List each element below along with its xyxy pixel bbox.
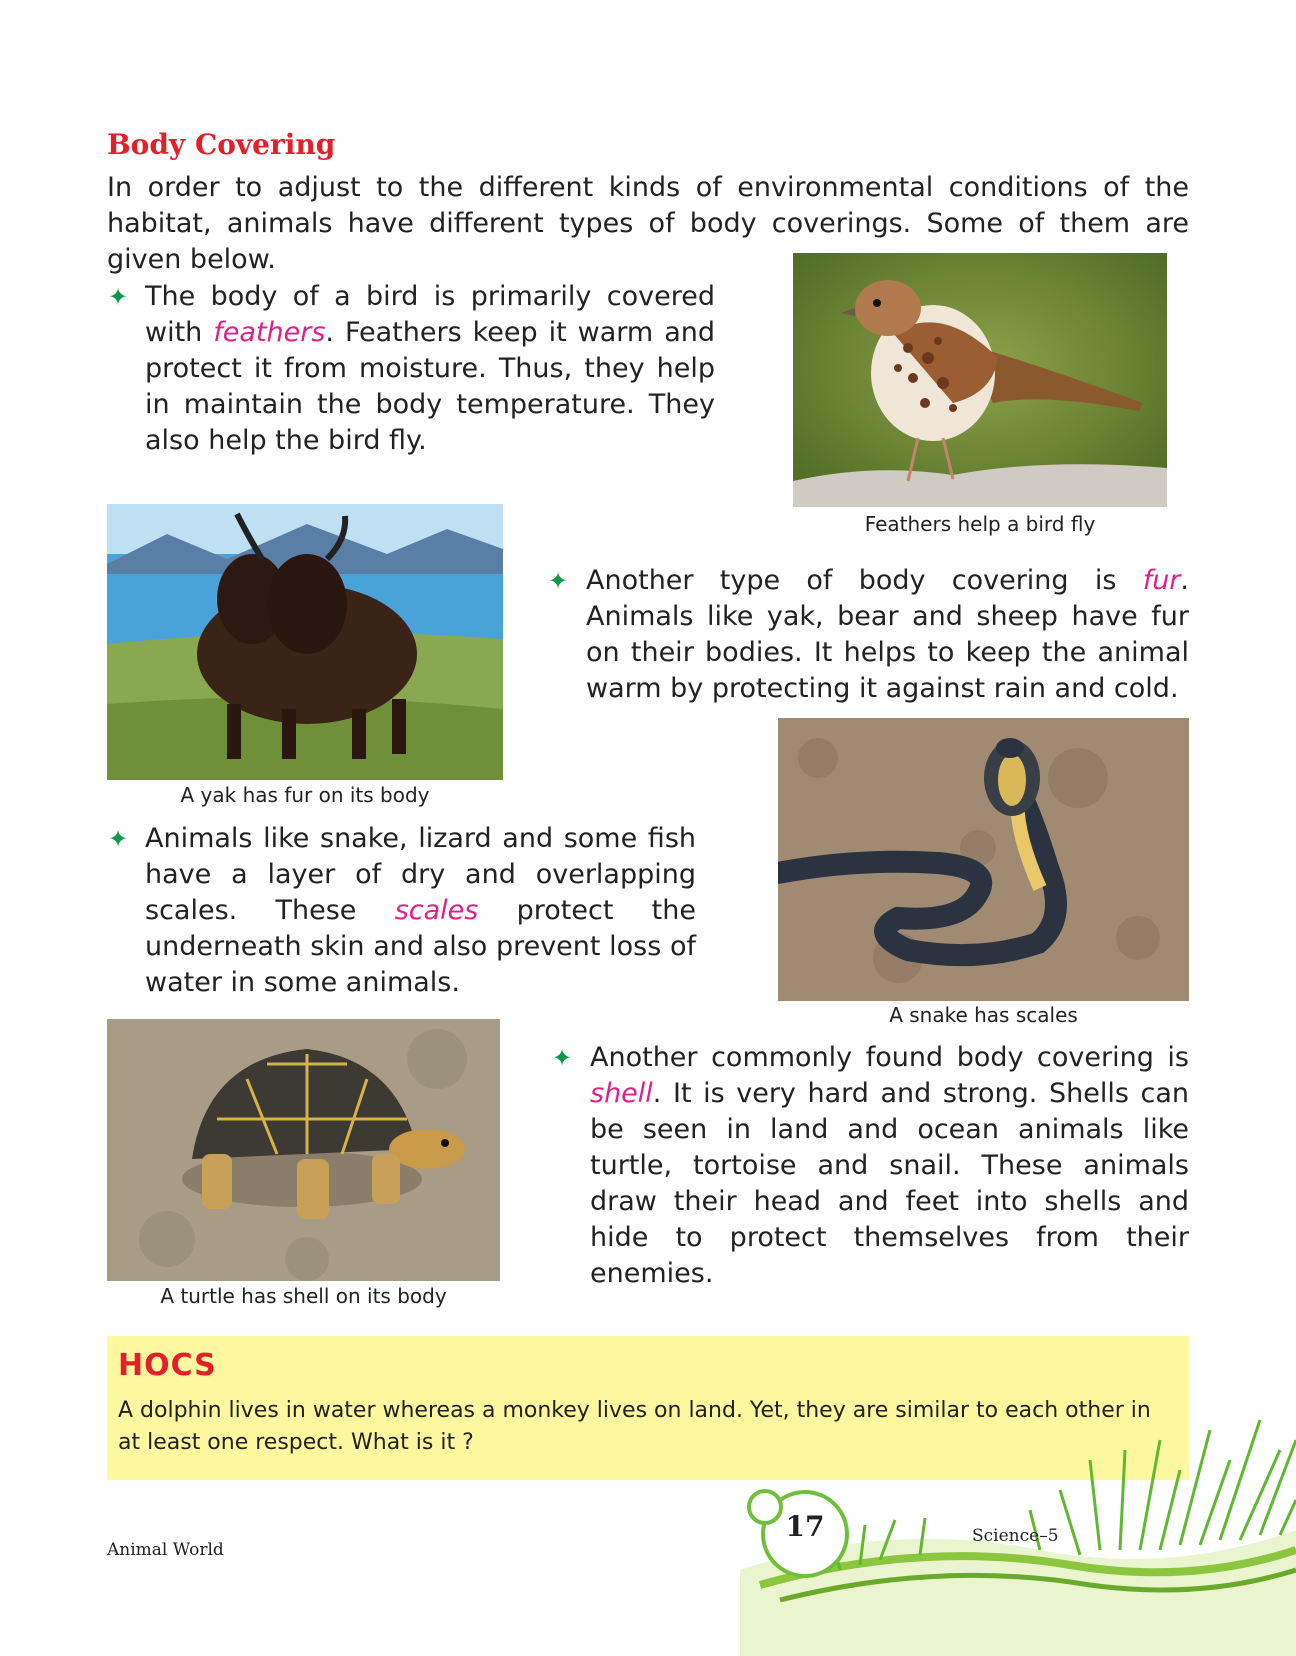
scales-text-pre: Animals like snake, lizard and some fish have a layer of dry and overlapping scales. These: [145, 823, 696, 926]
hots-title: HOCS: [118, 1348, 217, 1383]
scales-paragraph: [145, 821, 696, 1001]
footer-chapter: Animal World: [107, 1540, 224, 1560]
feathers-paragraph: [145, 279, 715, 459]
feathers-text-post: . Feathers keep it warm and protect it from moisture. Thus, they help in maintain the body temperature. They also help the bird fly.: [145, 317, 715, 456]
snake-photo: [778, 718, 1189, 1001]
bullet-icon: ✦: [108, 283, 129, 311]
scales-text-post: protect the underneath skin and also prevent loss of water in some animals.: [145, 895, 696, 998]
bullet-icon: ✦: [108, 825, 129, 853]
fur-keyword: fur: [1142, 565, 1181, 596]
shell-keyword: shell: [590, 1078, 653, 1109]
snake-caption: A snake has scales: [889, 1003, 1078, 1027]
bird-caption: Feathers help a bird fly: [864, 512, 1096, 536]
turtle-photo: [107, 1019, 500, 1281]
footer-book: Science–5: [972, 1526, 1059, 1546]
section-heading: Body Covering: [107, 128, 336, 161]
yak-photo: [107, 504, 503, 780]
feathers-keyword: feathers: [213, 317, 326, 348]
shell-paragraph: [590, 1040, 1189, 1292]
turtle-caption: A turtle has shell on its body: [160, 1284, 447, 1308]
yak-caption: A yak has fur on its body: [180, 783, 430, 807]
shell-text-pre: Another commonly found body covering is: [590, 1042, 1189, 1073]
bullet-icon: ✦: [548, 567, 569, 595]
shell-text-post: . It is very hard and strong. Shells can be seen in land and ocean animals like turtle, tortoise and snail. These animals draw their head and feet into shells and hide to protect themselves from their enemies.: [590, 1078, 1189, 1289]
bullet-icon: ✦: [552, 1044, 573, 1072]
scales-keyword: scales: [394, 895, 479, 926]
fur-text-post: . Animals like yak, bear and sheep have fur on their bodies. It helps to keep the animal warm by protecting it against rain and cold.: [586, 565, 1189, 704]
feathers-text-pre: The body of a bird is primarily covered with: [145, 281, 715, 348]
page-number: 17: [785, 1510, 825, 1543]
intro-paragraph: In order to adjust to the different kinds of environmental conditions of the habitat, animals have different types of body coverings. Some of them are given below.: [107, 172, 1189, 275]
hots-question: A dolphin lives in water whereas a monkey lives on land. Yet, they are similar to each other in at least one respect. What is it ?: [118, 1398, 1151, 1455]
fur-text-pre: Another type of body covering is: [586, 565, 1143, 596]
bird-photo: [793, 253, 1167, 507]
fur-paragraph: [586, 563, 1189, 707]
